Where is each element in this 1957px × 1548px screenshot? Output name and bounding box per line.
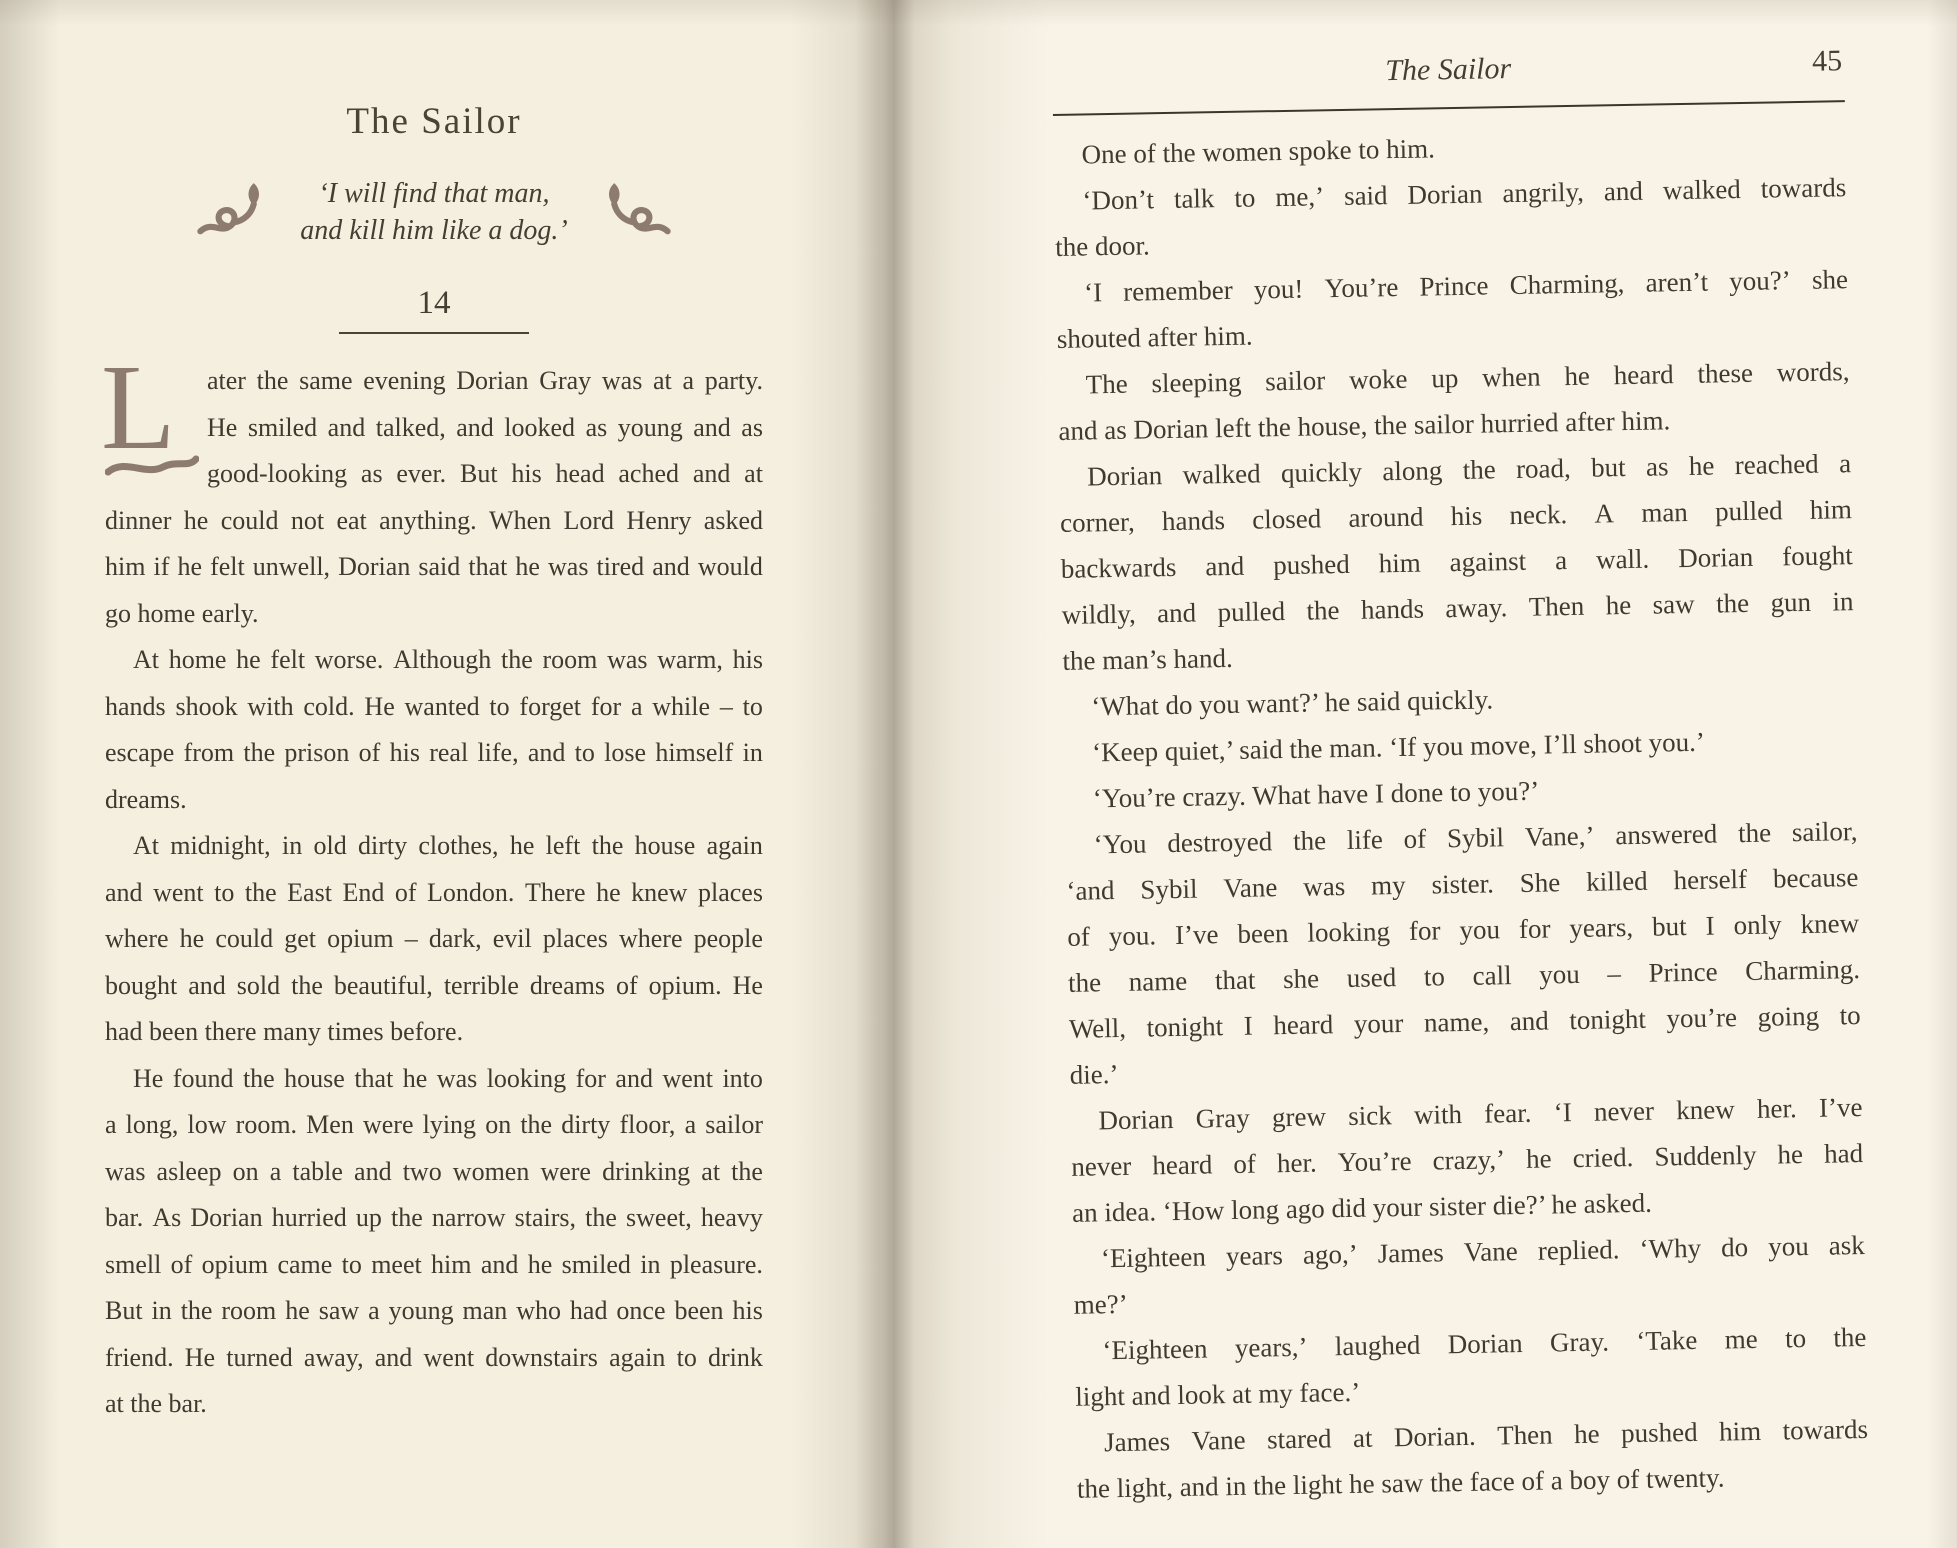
text-line: the name that she used to call you – Prince Charming. (1067, 954, 1861, 998)
paragraph (1057, 348, 1850, 454)
text-line: At home he felt worse. Although the room was warm, his (133, 645, 763, 674)
text-line: ‘Don’t talk to me,’ said Dorian angrily, and walked towards (1082, 172, 1847, 216)
epigraph-line-2: and kill him like a dog.’ (300, 215, 568, 246)
text-line: and went to the East End of London. There he knew places (105, 877, 763, 907)
text-line: had been there many times before. (105, 1017, 464, 1046)
left-edge-shadow (0, 0, 60, 1548)
knot-flourish-icon (588, 181, 672, 243)
paragraph (105, 1056, 763, 1428)
left-page (101, 100, 763, 1428)
text-line: never heard of her. You’re crazy,’ he cried. Suddenly he had (1071, 1138, 1864, 1182)
text-line: a long, low room. Men were lying on the dirty floor, a sailor (105, 1110, 763, 1139)
drop-cap (101, 340, 201, 500)
text-line: One of the women spoke to him. (1081, 133, 1436, 170)
paragraph (1074, 1314, 1867, 1420)
text-line: at the bar. (105, 1389, 207, 1418)
text-line: him if he felt unwell, Dorian said that he was tired and would (105, 552, 763, 581)
text-line: was asleep on a table and two women were drinking at the (105, 1156, 763, 1186)
text-line: dinner he could not eat anything. When Lord Henry asked (105, 505, 763, 535)
paragraph (1054, 164, 1847, 270)
text-line: the man’s hand. (1062, 642, 1233, 676)
paragraph (105, 637, 763, 823)
text-line: backwards and pushed him against a wall. Dorian fought (1060, 540, 1853, 584)
paragraph (1065, 808, 1862, 1098)
text-line: die.’ (1069, 1058, 1119, 1090)
text-line: ‘Eighteen years,’ laughed Dorian Gray. ‘Take me to the (1102, 1321, 1867, 1366)
chapter-title: The Sailor (346, 101, 522, 142)
text-line: the light, and in the light he saw the face of a boy of twenty. (1076, 1462, 1725, 1504)
text-line: smell of opium came to meet him and he smiled in pleasure. (105, 1249, 763, 1279)
text-line: of you. I’ve been looking for you for years, but I only knew (1067, 908, 1860, 952)
text-line: The sleeping sailor woke up when he heard these words, (1085, 356, 1850, 400)
text-line: friend. He turned away, and went downstairs again to drink (105, 1342, 763, 1372)
text-line: bought and sold the beautiful, terrible dreams of opium. He (105, 970, 763, 1000)
text-line: He found the house that he was looking for and went into (133, 1063, 763, 1093)
swash-flourish-icon (105, 452, 199, 480)
drop-cap-letter: L (101, 340, 176, 475)
text-line: Dorian Gray grew sick with fear. ‘I never knew her. I’ve (1098, 1092, 1863, 1136)
text-line: ‘Keep quiet,’ said the man. ‘If you move, I’ll shoot you.’ (1091, 726, 1706, 768)
text-line: where he could get opium – dark, evil places where people (105, 924, 763, 953)
header-rule (1053, 100, 1845, 116)
running-header-title: The Sailor (1385, 51, 1512, 88)
left-page-body (101, 340, 763, 1428)
text-line: But in the room he saw a young man who had once been his (105, 1296, 763, 1325)
text-line: bar. As Dorian hurried up the narrow stairs, the sweet, heavy (105, 1203, 763, 1232)
chapter-number: 14 (417, 285, 451, 321)
text-line: He smiled and talked, and looked as young and as (207, 412, 763, 442)
text-line: go home early. (105, 598, 259, 628)
text-line: At midnight, in old dirty clothes, he left the house again (133, 831, 763, 860)
text-line: wildly, and pulled the hands away. Then he saw the gun in (1061, 586, 1854, 630)
text-line: James Vane stared at Dorian. Then he pushed him towards (1103, 1413, 1869, 1458)
text-line: ‘Eighteen years ago,’ James Vane replied. ‘Why do you ask (1100, 1229, 1865, 1274)
paragraph (105, 823, 763, 1056)
epigraph (105, 175, 763, 249)
paragraph (1070, 1084, 1864, 1236)
text-line: light and look at my face.’ (1075, 1376, 1361, 1412)
text-line: ‘and Sybil Vane was my sister. She killed herself because (1066, 862, 1859, 906)
text-line: an idea. ‘How long ago did your sister die?’ he asked. (1071, 1187, 1653, 1228)
paragraph (1059, 440, 1855, 684)
text-line: the door. (1055, 230, 1151, 262)
page-number: 45 (1811, 44, 1843, 78)
text-line: hands shook with cold. He wanted to forget for a while – to (105, 691, 763, 721)
paragraph (1056, 256, 1849, 362)
text-line: Dorian walked quickly along the road, but as he reached a (1087, 448, 1852, 492)
paragraph (1076, 1406, 1869, 1512)
text-line: ‘I remember you! You’re Prince Charming, aren’t you?’ she (1083, 264, 1849, 308)
text-line: ‘You’re crazy. What have I done to you?’ (1092, 775, 1540, 814)
text-line: escape from the prison of his real life, and to lose himself in (105, 738, 763, 767)
text-line: me?’ (1073, 1288, 1128, 1320)
text-line: and as Dorian left the house, the sailor hurried after him. (1058, 405, 1671, 446)
right-page (1052, 46, 1869, 1512)
text-line: Well, tonight I heard your name, and tonight you’re going to (1068, 1000, 1861, 1044)
chapter-rule (339, 332, 529, 334)
paragraph (101, 340, 763, 637)
text-line: good-looking as ever. But his head ached and at (207, 459, 763, 488)
text-line: ater the same evening Dorian Gray was at a party. (207, 366, 763, 395)
paragraph (1073, 1222, 1866, 1328)
knot-flourish-icon (196, 181, 280, 243)
text-line: ‘You destroyed the life of Sybil Vane,’ answered the sailor, (1093, 816, 1858, 860)
right-page-body (1053, 118, 1869, 1512)
text-line: corner, hands closed around his neck. A man pulled him (1059, 494, 1853, 538)
text-line: shouted after him. (1056, 320, 1253, 354)
text-line: dreams. (105, 784, 187, 814)
epigraph-text (300, 175, 568, 249)
epigraph-line-1: ‘I will find that man, (318, 178, 550, 209)
text-line: ‘What do you want?’ he said quickly. (1091, 684, 1494, 722)
